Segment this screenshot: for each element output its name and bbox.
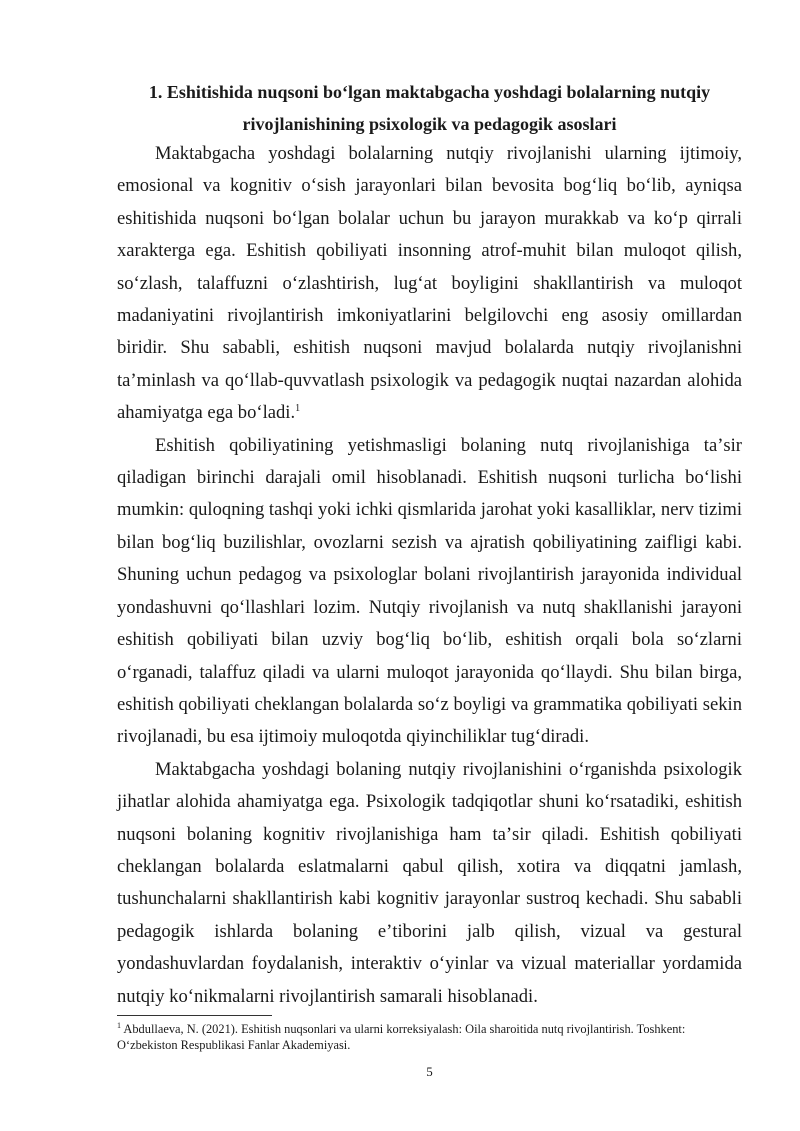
footnote-reference: 1 <box>295 403 301 415</box>
footnote-mark: 1 <box>117 1020 121 1030</box>
section-heading <box>117 76 742 140</box>
paragraph-2-text: Eshitish qobiliyatining yetishmasligi bolaning nutq rivojlanishiga taʼsir qiladigan birinchi darajali omil hisoblanadi. Eshitish nuqsoni turlicha boʻlishi mumkin: quloqning tashqi yoki ichki qismlarida jarohat yoki kasalliklar, nerv tizimi bilan bogʻliq buzilishlar, ovozlarni sezish va ajratish qobiliyatining zaifligi kabi. Shuning uchun pedagog va psixologlar bolani rivojlantirish jarayonida individual yondashuvni qoʻllashlari lozim. Nutqiy rivojlanish va nutq shakllanishi jarayoni eshitish qobiliyati bilan uzviy bogʻliq boʻlib, eshitish orqali bola soʻzlarni oʻrganadi, talaffuz qiladi va ularni muloqot jarayonida qoʻllaydi. Shu bilan birga, eshitish qobiliyati cheklangan bolalarda soʻz boyligi va grammatika qobiliyati sekin rivojlanadi, bu esa ijtimoiy muloqotda qiyinchiliklar tugʻdiradi. <box>117 434 742 748</box>
document-page <box>117 0 742 1131</box>
footnote <box>117 1021 742 1053</box>
paragraph-3 <box>117 754 742 1013</box>
paragraph-1 <box>117 138 742 430</box>
paragraph-1-text: Maktabgacha yoshdagi bolalarning nutqiy rivojlanishi ularning ijtimoiy, emosional va kognitiv oʻsish jarayonlari bilan bevosita bogʻliq boʻlib, ayniqsa eshitishida nuqsoni boʻlgan bolalar uchun bu jarayon murakkab va koʻp qirrali xarakterga ega. Eshitish qobiliyati insonning atrof-muhit bilan muloqot qilish, soʻzlash, talaffuzni oʻzlashtirish, lugʻat boyligini shakllantirish va muloqot madaniyatini rivojlantirish imkoniyatlarini belgilovchi eng asosiy omillardan biridir. Shu sababli, eshitish nuqsoni mavjud bolalarda nutqiy rivojlanishni taʼminlash va qoʻllab-quvvatlash psixologik va pedagogik nuqtai nazardan alohida ahamiyatga ega boʻladi. <box>117 143 742 424</box>
section-heading-line-1: 1. Eshitishida nuqsoni boʻlgan maktabgacha yoshdagi bolalarning nutqiy <box>148 82 711 102</box>
paragraph-2 <box>117 430 742 754</box>
body-text <box>117 138 742 1013</box>
paragraph-3-text: Maktabgacha yoshdagi bolaning nutqiy rivojlanishini oʻrganishda psixologik jihatlar alohida ahamiyatga ega. Psixologik tadqiqotlar shuni koʻrsatadiki, eshitish nuqsoni bolaning kognitiv rivojlanishiga ham taʼsir qiladi. Eshitish qobiliyati cheklangan bolalarda eslatmalarni qabul qilish, xotira va diqqatni jamlash, tushunchalarni shakllantirish kabi kognitiv jarayonlar sustroq kechadi. Shu sababli pedagogik ishlarda bolaning eʼtiborini jalb qilish, vizual va gestural yondashuvlardan foydalanish, interaktiv oʻyinlar va vizual materiallar yordamida nutqiy koʻnikmalarni rivojlantirish samarali hisoblanadi. <box>117 758 742 1007</box>
footnote-text: Abdullaeva, N. (2021). Eshitish nuqsonlari va ularni korreksiyalash: Oila sharoitida nutq rivojlantirish. Toshkent: Oʻzbekiston Respublikasi Fanlar Akademiyasi. <box>117 1022 686 1052</box>
footnote-separator <box>117 1015 272 1016</box>
page-number: 5 <box>426 1064 433 1079</box>
section-heading-line-2: rivojlanishining psixologik va pedagogik asoslari <box>242 114 617 134</box>
